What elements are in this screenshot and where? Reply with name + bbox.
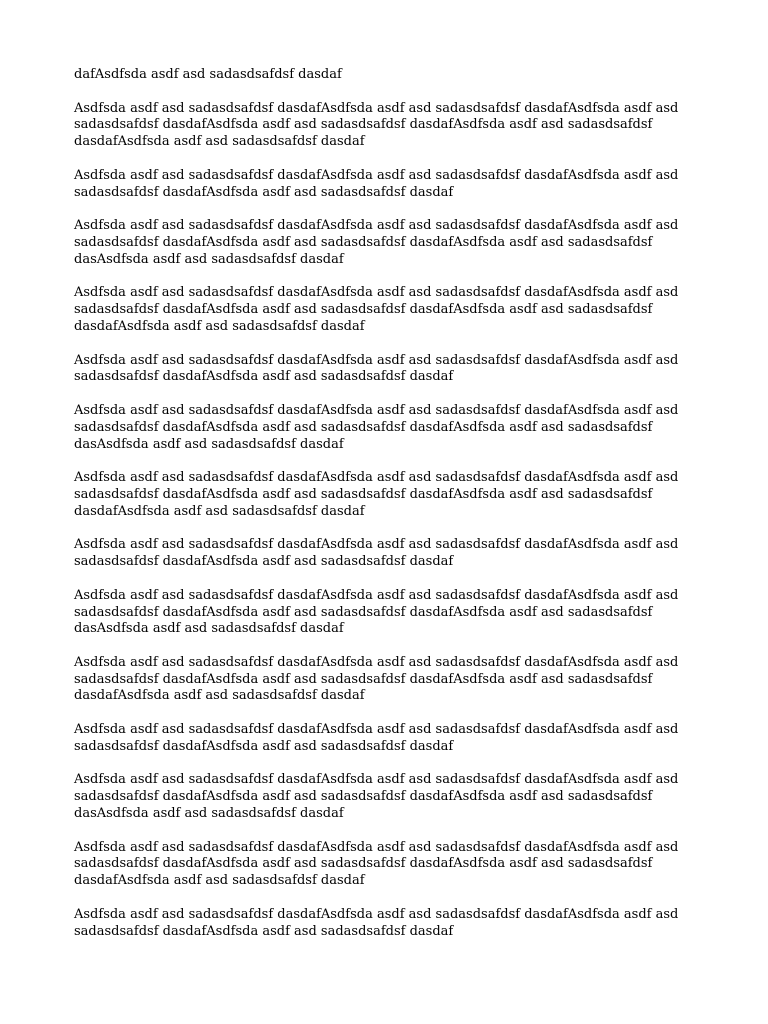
document-page — [74, 67, 698, 957]
paragraph-5: Asdfsda asdf asd sadasdsafdsf dasdafAsdfsda asdf asd sadasdsafdsf dasdafAsdfsda asdf asd sadasdsafdsf dasdafAsdfsda asdf asd sadasdsafdsf dasdafAsdfsda asdf asd sadasdsafdsf dasdafAsdfsda asdf asd sadasdsafdsf dasdaf — [74, 285, 679, 334]
paragraph-1: dafAsdfsda asdf asd sadasdsafdsf dasdaf — [74, 67, 342, 82]
paragraph-6: Asdfsda asdf asd sadasdsafdsf dasdafAsdfsda asdf asd sadasdsafdsf dasdafAsdfsda asdf asd sadasdsafdsf dasdafAsdfsda asdf asd sadasdsafdsf dasdaf — [74, 352, 679, 385]
paragraph-3: Asdfsda asdf asd sadasdsafdsf dasdafAsdfsda asdf asd sadasdsafdsf dasdafAsdfsda asdf asd sadasdsafdsf dasdafAsdfsda asdf asd sadasdsafdsf dasdaf — [74, 167, 679, 200]
paragraph-4: Asdfsda asdf asd sadasdsafdsf dasdafAsdfsda asdf asd sadasdsafdsf dasdafAsdfsda asdf asd sadasdsafdsf dasdafAsdfsda asdf asd sadasdsafdsf dasdafAsdfsda asdf asd sadasdsafdsf dasAsdfsda asdf asd sadasdsafdsf dasdaf — [74, 218, 679, 267]
paragraph-13: Asdfsda asdf asd sadasdsafdsf dasdafAsdfsda asdf asd sadasdsafdsf dasdafAsdfsda asdf asd sadasdsafdsf dasdafAsdfsda asdf asd sadasdsafdsf dasdafAsdfsda asdf asd sadasdsafdsf dasAsdfsda asdf asd sadasdsafdsf dasdaf — [74, 772, 679, 822]
paragraph-8: Asdfsda asdf asd sadasdsafdsf dasdafAsdfsda asdf asd sadasdsafdsf dasdafAsdfsda asdf asd sadasdsafdsf dasdafAsdfsda asdf asd sadasdsafdsf dasdafAsdfsda asdf asd sadasdsafdsf dasdafAsdfsda asdf asd sadasdsafdsf dasdaf — [74, 470, 679, 519]
paragraph-11: Asdfsda asdf asd sadasdsafdsf dasdafAsdfsda asdf asd sadasdsafdsf dasdafAsdfsda asdf asd sadasdsafdsf dasdafAsdfsda asdf asd sadasdsafdsf dasdafAsdfsda asdf asd sadasdsafdsf dasdafAsdfsda asdf asd sadasdsafdsf dasdaf — [74, 654, 679, 704]
paragraph-14: Asdfsda asdf asd sadasdsafdsf dasdafAsdfsda asdf asd sadasdsafdsf dasdafAsdfsda asdf asd sadasdsafdsf dasdafAsdfsda asdf asd sadasdsafdsf dasdafAsdfsda asdf asd sadasdsafdsf dasdafAsdfsda asdf asd sadasdsafdsf dasdaf — [74, 839, 679, 889]
paragraph-12: Asdfsda asdf asd sadasdsafdsf dasdafAsdfsda asdf asd sadasdsafdsf dasdafAsdfsda asdf asd sadasdsafdsf dasdafAsdfsda asdf asd sadasdsafdsf dasdaf — [74, 722, 679, 754]
paragraph-10: Asdfsda asdf asd sadasdsafdsf dasdafAsdfsda asdf asd sadasdsafdsf dasdafAsdfsda asdf asd sadasdsafdsf dasdafAsdfsda asdf asd sadasdsafdsf dasdafAsdfsda asdf asd sadasdsafdsf dasAsdfsda asdf asd sadasdsafdsf dasdaf — [74, 587, 679, 637]
paragraph-9: Asdfsda asdf asd sadasdsafdsf dasdafAsdfsda asdf asd sadasdsafdsf dasdafAsdfsda asdf asd sadasdsafdsf dasdafAsdfsda asdf asd sadasdsafdsf dasdaf — [74, 537, 679, 570]
paragraph-2: Asdfsda asdf asd sadasdsafdsf dasdafAsdfsda asdf asd sadasdsafdsf dasdafAsdfsda asdf asd sadasdsafdsf dasdafAsdfsda asdf asd sadasdsafdsf dasdafAsdfsda asdf asd sadasdsafdsf dasdafAsdfsda asdf asd sadasdsafdsf dasdaf — [74, 100, 679, 150]
paragraph-7: Asdfsda asdf asd sadasdsafdsf dasdafAsdfsda asdf asd sadasdsafdsf dasdafAsdfsda asdf asd sadasdsafdsf dasdafAsdfsda asdf asd sadasdsafdsf dasdafAsdfsda asdf asd sadasdsafdsf dasAsdfsda asdf asd sadasdsafdsf dasdaf — [74, 402, 679, 452]
paragraph-15: Asdfsda asdf asd sadasdsafdsf dasdafAsdfsda asdf asd sadasdsafdsf dasdafAsdfsda asdf asd sadasdsafdsf dasdafAsdfsda asdf asd sadasdsafdsf dasdaf — [74, 906, 679, 939]
